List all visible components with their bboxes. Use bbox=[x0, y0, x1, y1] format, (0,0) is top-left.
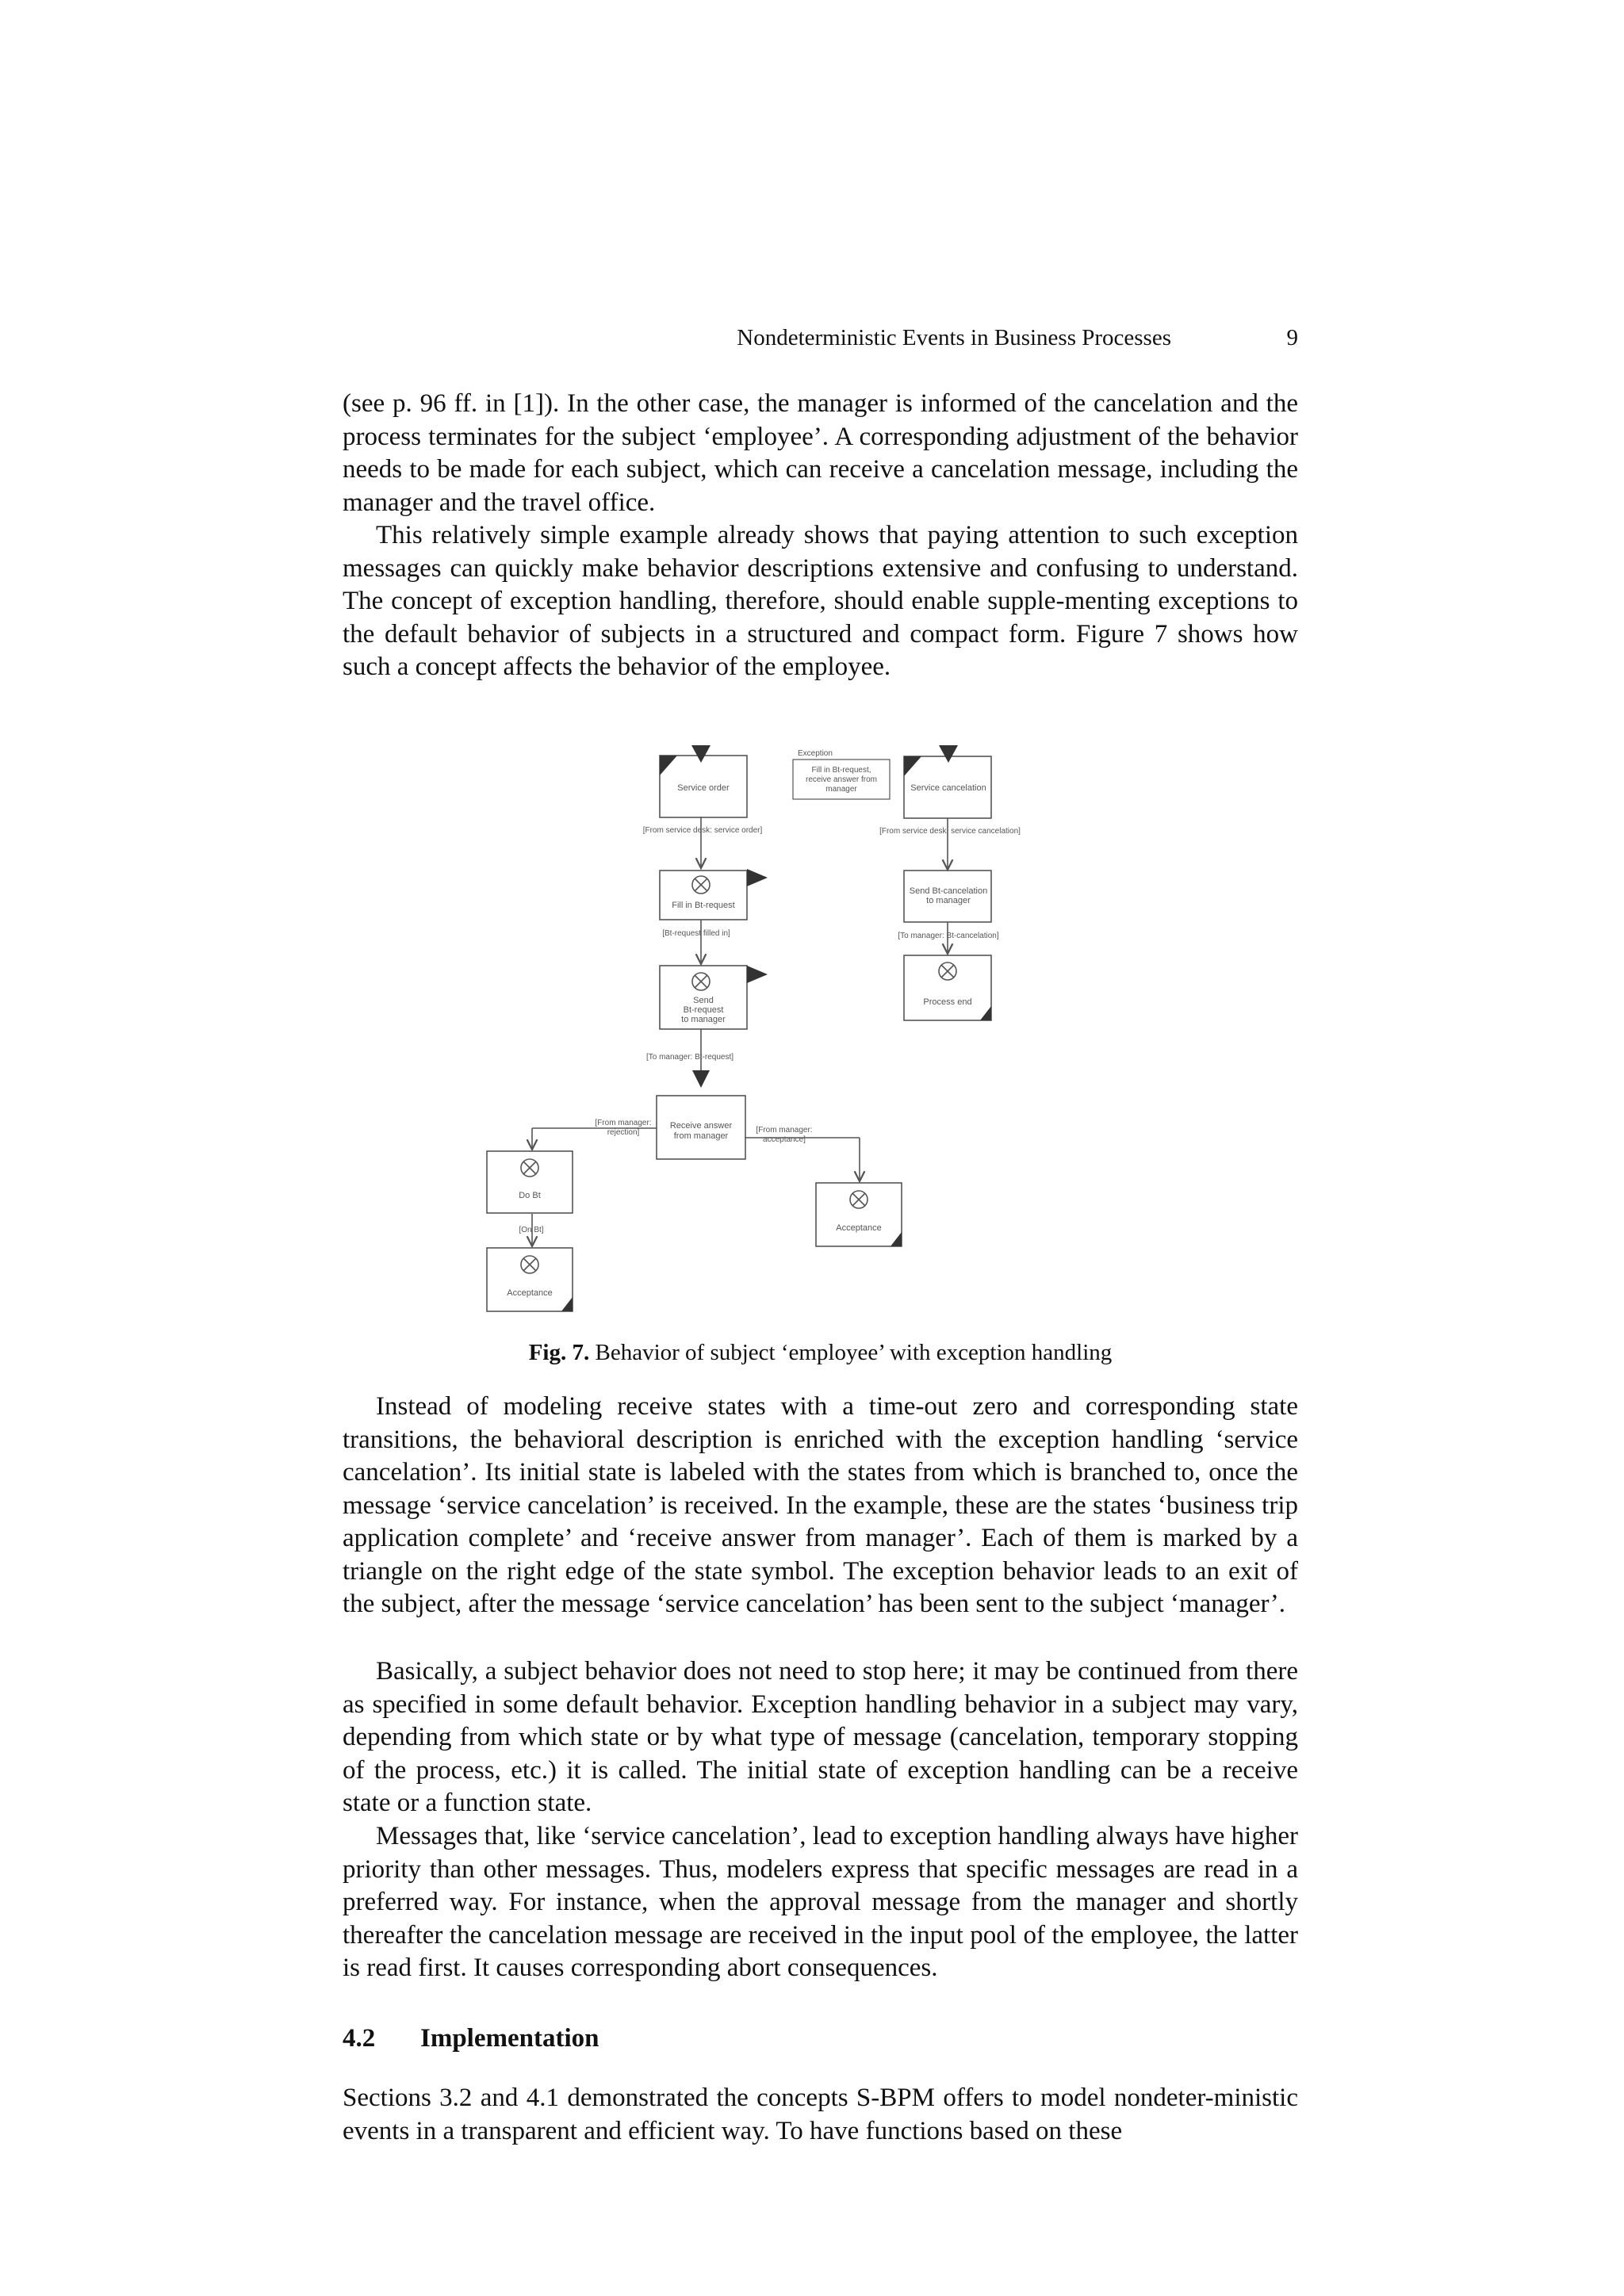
paragraph-2: This relatively simple example already shows that paying attention to such exception messages can quickly make behavior descriptions extensive and confusing to understand. The concept of exception handling, therefore, should enable supple-menting exceptions to the default behavior of subjects in a structured and compact form. Figure 7 shows how such a concept affects the behavior of the employee. bbox=[343, 521, 1298, 681]
state-acceptance-left bbox=[487, 1248, 573, 1311]
exception-title: Exception bbox=[798, 749, 833, 758]
state-label: to manager bbox=[681, 1015, 726, 1024]
state-label: Service order bbox=[677, 783, 730, 793]
caption-text: Behavior of subject ‘employee’ with exception handling bbox=[595, 1340, 1113, 1365]
caption-label: Fig. 7. bbox=[528, 1340, 590, 1365]
state-process-end bbox=[904, 955, 991, 1020]
end-symbol bbox=[692, 973, 710, 990]
state-acceptance-right bbox=[816, 1183, 902, 1246]
end-symbol bbox=[692, 876, 710, 894]
start-corner-icon bbox=[660, 756, 677, 775]
end-corner-icon bbox=[980, 1006, 991, 1020]
end-corner-icon bbox=[561, 1297, 573, 1311]
figure-7 bbox=[473, 729, 1044, 1316]
end-symbol bbox=[850, 1191, 868, 1208]
end-corner-icon bbox=[891, 1232, 902, 1246]
state-label: Receive answer bbox=[669, 1121, 733, 1131]
exception-text: manager bbox=[825, 785, 857, 794]
state-do-bt bbox=[487, 1151, 573, 1213]
paragraph-5: Messages that, like ‘service cancelation’, lead to exception handling always have higher priority than other messages. Thus, modelers express that specific messages are read in a preferred way. For instance, when the approval message from the manager and shortly thereafter the cancelation message are received in the input pool of the employee, the latter is read first. It causes corresponding abort consequences. bbox=[343, 1822, 1298, 1982]
transition-label: [From service desk: service cancelation] bbox=[879, 827, 1021, 836]
exception-triangle-icon bbox=[747, 869, 768, 886]
exception-text: Fill in Bt-request, bbox=[811, 766, 871, 775]
section-number: 4.2 bbox=[343, 2024, 376, 2053]
figure-caption bbox=[343, 1340, 1298, 1366]
exception-triangle-icon bbox=[747, 966, 768, 983]
paragraph-6: Sections 3.2 and 4.1 demonstrated the concepts S-BPM offers to model nondeter-ministic events in a transparent and efficient way. To have functions based on these bbox=[343, 2084, 1298, 2145]
state-label: Acceptance bbox=[507, 1288, 553, 1298]
receive-triangle-icon bbox=[691, 745, 710, 763]
state-label: Process end bbox=[923, 997, 972, 1007]
receive-triangle-icon bbox=[939, 745, 958, 763]
state-label: to manager bbox=[926, 896, 971, 905]
state-label: Service cancelation bbox=[910, 783, 986, 793]
transition-label: [To manager: Bt-cancelation] bbox=[898, 932, 999, 940]
paragraph-4: Basically, a subject behavior does not need to stop here; it may be continued from there as specified in some default behavior. Exception handling behavior in a subject may vary, depending from which state or by what type of message (cancelation, temporary stopping of the process, etc.) it is called. The initial state of exception handling can be a receive state or a function state. bbox=[343, 1657, 1298, 1817]
end-symbol bbox=[521, 1256, 538, 1273]
behavior-diagram bbox=[473, 729, 1044, 1316]
transition-label: [To manager: Bt-request] bbox=[645, 1053, 734, 1062]
page-number: 9 bbox=[1286, 325, 1298, 350]
state-label: Fill in Bt-request bbox=[672, 901, 735, 910]
transition-label: [On Bt] bbox=[519, 1226, 544, 1234]
end-symbol bbox=[521, 1159, 538, 1177]
transition-label: [Bt-request filled in] bbox=[662, 929, 730, 938]
transition-label: [From service desk: service order] bbox=[642, 826, 763, 835]
state-label: from manager bbox=[673, 1131, 729, 1141]
state-label: Send Bt-cancelation bbox=[909, 886, 988, 896]
transition-label: acceptance] bbox=[763, 1135, 806, 1144]
section-title: Implementation bbox=[420, 2024, 599, 2053]
transition-label: [From manager: bbox=[595, 1119, 652, 1127]
exception-text: receive answer from bbox=[805, 775, 878, 784]
start-corner-icon bbox=[904, 756, 921, 776]
state-label: Bt-request bbox=[683, 1005, 724, 1015]
state-label: Send bbox=[693, 996, 714, 1005]
paragraph-3: Instead of modeling receive states with a time-out zero and corresponding state transitions, the behavioral description is enriched with the exception handling ‘service cancelation’. Its initial state is labeled with the states from which is branched to, once the message ‘service cancelation’ is received. In the example, these are the states ‘business trip application complete’ and ‘receive answer from manager’. Each of them is marked by a triangle on the right edge of the state symbol. The exception behavior leads to an exit of the subject, after the message ‘service cancelation’ has been sent to the subject ‘manager’. bbox=[343, 1392, 1298, 1618]
transition-label: [From manager: bbox=[756, 1126, 813, 1135]
paragraph-1: (see p. 96 ff. in [1]). In the other case, the manager is informed of the cancelation and the process terminates for the subject ‘employee’. A corresponding adjustment of the behavior needs to be made for each subject, which can receive a cancelation message, including the manager and the travel office. bbox=[343, 389, 1298, 517]
section-heading bbox=[343, 2024, 599, 2053]
state-fill-in bbox=[660, 871, 747, 920]
receive-triangle-icon bbox=[692, 1070, 710, 1088]
state-label: Do Bt bbox=[519, 1191, 541, 1200]
header-title: Nondeterministic Events in Business Processes bbox=[737, 325, 1171, 350]
state-label: Acceptance bbox=[836, 1223, 882, 1233]
end-symbol bbox=[939, 962, 956, 980]
transition-label: rejection] bbox=[607, 1128, 640, 1137]
